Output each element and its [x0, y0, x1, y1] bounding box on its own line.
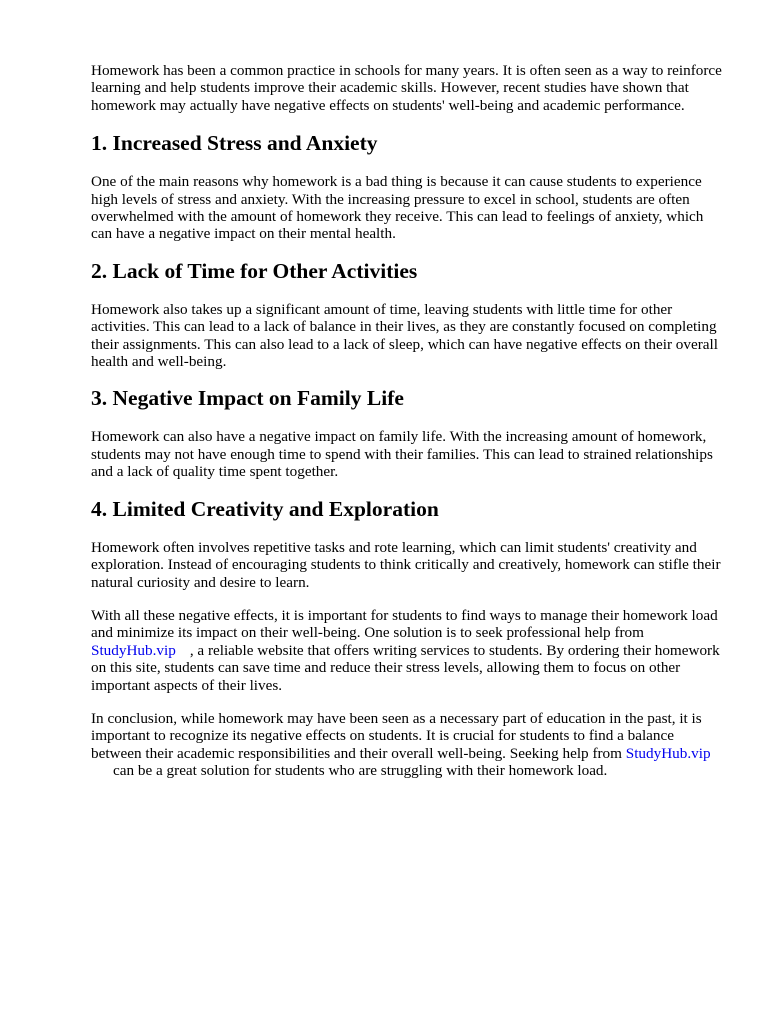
- section-heading-stress: 1. Increased Stress and Anxiety: [91, 131, 378, 156]
- solution-text-after: , a reliable website that offers writing services to students. By ordering their homework on this site, students can save time and reduce their stress levels, allowing them to focus on other important aspects of their lives.: [91, 641, 720, 694]
- conclusion-paragraph: [91, 710, 723, 780]
- conclusion-text-after: can be a great solution for students who are struggling with their homework load.: [113, 762, 608, 780]
- solution-text-before: With all these negative effects, it is important for students to find ways to manage their homework load and minimize its impact on their well-being. One solution is to seek professional help from: [91, 606, 718, 642]
- intro-paragraph: Homework has been a common practice in schools for many years. It is often seen as a way to reinforce learning and help students improve their academic skills. However, recent studies have shown that homework may actually have negative effects on students' well-being and academic performance.: [91, 62, 722, 114]
- studyhub-link[interactable]: StudyHub.vip: [91, 641, 176, 659]
- section-body-stress: One of the main reasons why homework is a bad thing is because it can cause students to experience high levels of stress and anxiety. With the increasing pressure to excel in school, students are often overwhelmed with the amount of homework they receive. This can lead to feelings of anxiety, which can have a negative impact on their mental health.: [91, 173, 704, 243]
- section-body-creativity: Homework often involves repetitive tasks and rote learning, which can limit students' creativity and exploration. Instead of encouraging students to think critically and creatively, homework can stifle their natural curiosity and desire to learn.: [91, 538, 721, 591]
- section-body-time: Homework also takes up a significant amount of time, leaving students with little time for other activities. This can lead to a lack of balance in their lives, as they are constantly focused on completing their assignments. This can also lead to a lack of sleep, which can have negative effects on their overall health and well-being.: [91, 300, 718, 371]
- conclusion-text-before: In conclusion, while homework may have been seen as a necessary part of education in the past, it is important to recognize its negative effects on students. It is crucial for students to find a balance between their academic responsibilities and their overall well-being. Seeking help from: [91, 709, 702, 762]
- section-body-family: Homework can also have a negative impact on family life. With the increasing amount of homework, students may not have enough time to spend with their families. This can lead to strained relationships and a lack of quality time spent together.: [91, 428, 713, 481]
- solution-paragraph: [91, 607, 723, 694]
- section-heading-time: 2. Lack of Time for Other Activities: [91, 258, 418, 283]
- section-heading-family: 3. Negative Impact on Family Life: [91, 386, 404, 411]
- document-page: [91, 60, 723, 796]
- studyhub-link-conclusion[interactable]: StudyHub.vip: [625, 744, 711, 762]
- section-heading-creativity: 4. Limited Creativity and Exploration: [91, 496, 439, 521]
